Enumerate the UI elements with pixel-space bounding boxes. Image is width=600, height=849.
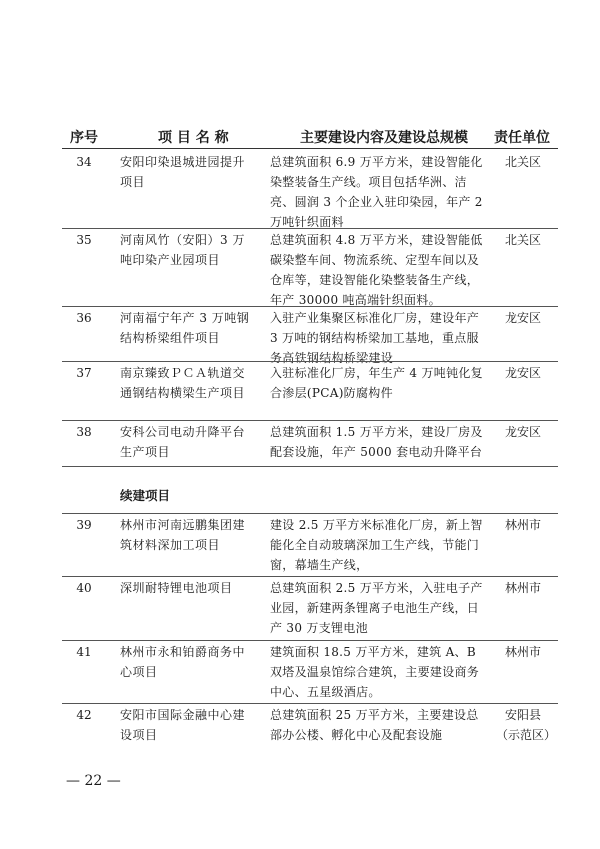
row-unit: 龙安区 xyxy=(504,425,541,439)
row-content: 总建筑面积 4.8 万平方米，建设智能低碳染整车间、物流系统、定型车间以及仓库等，建设智能化染整装备生产线，年产 30000 吨高端针织面料。 xyxy=(270,233,483,307)
row-content: 总建筑面积 25 万平方米，主要建设总部办公楼、孵化中心及配套设施 xyxy=(270,708,479,742)
row-no: 37 xyxy=(76,366,92,380)
row-no: 40 xyxy=(76,581,92,595)
header-no: 序号 xyxy=(70,130,98,146)
row-unit: 北关区 xyxy=(504,155,541,169)
row-unit: 安阳县（示范区） xyxy=(496,708,557,742)
row-no: 38 xyxy=(76,425,92,439)
row-name: 林州市永和铂爵商务中心项目 xyxy=(120,645,246,679)
row-unit: 林州市 xyxy=(504,645,541,659)
row-divider xyxy=(62,576,558,577)
row-divider xyxy=(62,420,558,421)
row-divider xyxy=(62,228,558,229)
row-content: 入驻产业集聚区标准化厂房，建设年产 3 万吨的钢结构桥梁加工基地，重点服务高铁钢结构桥梁建设 xyxy=(270,311,480,365)
row-name: 深圳耐特锂电池项目 xyxy=(120,581,233,595)
row-divider xyxy=(62,640,558,641)
row-divider xyxy=(62,361,558,362)
row-content: 入驻标准化厂房，年生产 4 万吨钝化复合渗层(PCA)防腐构件 xyxy=(270,366,483,400)
row-no: 39 xyxy=(76,518,92,532)
row-no: 42 xyxy=(76,708,92,722)
row-content: 建设 2.5 万平方米标准化厂房，新上智能化全自动玻璃深加工生产线，节能门窗，幕墙生产线， xyxy=(270,518,483,572)
row-no: 41 xyxy=(76,645,92,659)
row-divider xyxy=(62,513,558,514)
header-name: 项 目 名 称 xyxy=(158,130,229,146)
header-content: 主要建设内容及建设总规模 xyxy=(300,130,468,146)
row-name: 河南风竹（安阳）3 万吨印染产业园项目 xyxy=(120,233,245,267)
section-heading-continued: 续建项目 xyxy=(120,488,171,503)
row-content: 总建筑面积 2.5 万平方米，入驻电子产业园，新建两条锂离子电池生产线，日产 30 万支锂电池 xyxy=(270,581,483,635)
row-unit: 林州市 xyxy=(504,581,541,595)
row-divider xyxy=(62,703,558,704)
row-name: 安阳印染退城进园提升项目 xyxy=(120,155,246,189)
row-unit: 龙安区 xyxy=(504,366,541,380)
row-content: 建筑面积 18.5 万平方米，建筑 A、B 双塔及温泉馆综合建筑，主要建设商务中心、五星级酒店。 xyxy=(270,645,480,699)
header-rule xyxy=(62,148,558,149)
row-no: 36 xyxy=(76,311,92,325)
row-divider xyxy=(62,466,558,467)
row-unit: 龙安区 xyxy=(504,311,541,325)
page-number: — 22 — xyxy=(66,773,121,789)
row-name: 林州市河南远鹏集团建筑材料深加工项目 xyxy=(120,518,246,552)
row-name: 安科公司电动升降平台生产项目 xyxy=(120,425,246,459)
row-no: 34 xyxy=(76,155,92,169)
row-name: 南京臻致ＰＣＡ轨道交通钢结构横梁生产项目 xyxy=(120,366,246,400)
row-divider xyxy=(62,306,558,307)
row-name: 安阳市国际金融中心建设项目 xyxy=(120,708,246,742)
row-content: 总建筑面积 1.5 万平方米，建设厂房及配套设施，年产 5000 套电动升降平台 xyxy=(270,425,483,459)
row-unit: 北关区 xyxy=(504,233,541,247)
row-no: 35 xyxy=(76,233,92,247)
row-name: 河南福宁年产 3 万吨钢结构桥梁组件项目 xyxy=(120,311,250,345)
row-unit: 林州市 xyxy=(504,518,541,532)
row-content: 总建筑面积 6.9 万平方米，建设智能化染整装备生产线。项目包括华洲、洁亮、圆润 3 个企业入驻印染园，年产 2 万吨针织面料 xyxy=(270,155,483,229)
header-unit: 责任单位 xyxy=(494,130,550,146)
